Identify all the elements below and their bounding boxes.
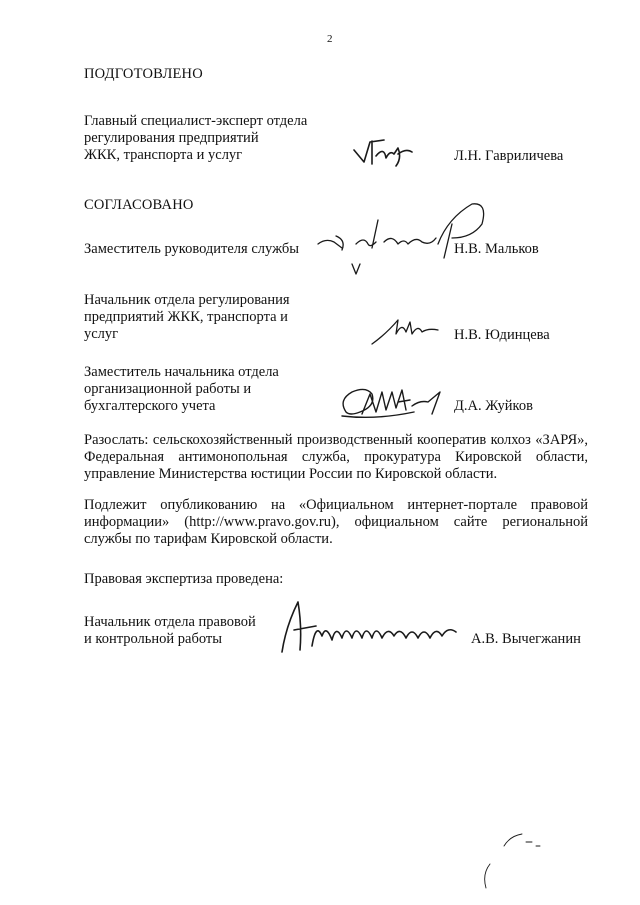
signature-zhuikov xyxy=(336,380,452,422)
legal-review-position-line: Начальник отдела правовой xyxy=(84,614,256,630)
legal-review-statement: Правовая экспертиза проведена: xyxy=(84,571,284,587)
signer-position-line: Заместитель руководителя службы xyxy=(84,241,300,257)
prepared-position-line: Главный специалист-эксперт отдела xyxy=(84,113,308,129)
scan-mark xyxy=(476,828,548,892)
signature-gavrilicheva xyxy=(350,132,420,170)
distribution-paragraph: Разослать: сельскохозяйственный производственный кооператив колхоз «ЗАРЯ», Федеральная антимонопольная служба, прокуратура Кировской области, управление Министерства юстиции России по Кировской области. xyxy=(84,432,588,482)
page-number: 2 xyxy=(327,33,333,45)
signature-vychegzhanin xyxy=(276,596,462,658)
prepared-position-line: ЖКК, транспорта и услуг xyxy=(84,147,243,163)
signer-name: Д.А. Жуйков xyxy=(454,398,533,414)
signer-name: Н.В. Мальков xyxy=(454,241,539,257)
legal-review-position-line: и контрольной работы xyxy=(84,631,222,647)
legal-review-name: А.В. Вычегжанин xyxy=(471,631,581,647)
signer-position-line: предприятий ЖКК, транспорта и xyxy=(84,309,288,325)
prepared-heading: ПОДГОТОВЛЕНО xyxy=(84,66,203,82)
signer-name: Н.В. Юдинцева xyxy=(454,327,550,343)
signer-position-line: Заместитель начальника отдела xyxy=(84,364,279,380)
signer-position-line: организационной работы и xyxy=(84,381,252,397)
publication-paragraph: Подлежит опубликованию на «Официальном интернет-портале правовой информации» (http://www.pravo.gov.ru), официальном сайте региональной службы по тарифам Кировской области. xyxy=(84,497,588,547)
signer-position-line: Начальник отдела регулирования xyxy=(84,292,290,308)
signer-position-line: услуг xyxy=(84,326,119,342)
prepared-name: Л.Н. Гавриличева xyxy=(454,148,564,164)
agreed-heading: СОГЛАСОВАНО xyxy=(84,197,194,213)
signer-position-line: бухгалтерского учета xyxy=(84,398,216,414)
signature-malkov xyxy=(312,198,502,278)
signature-yudintseva xyxy=(368,312,444,348)
prepared-position-line: регулирования предприятий xyxy=(84,130,259,146)
